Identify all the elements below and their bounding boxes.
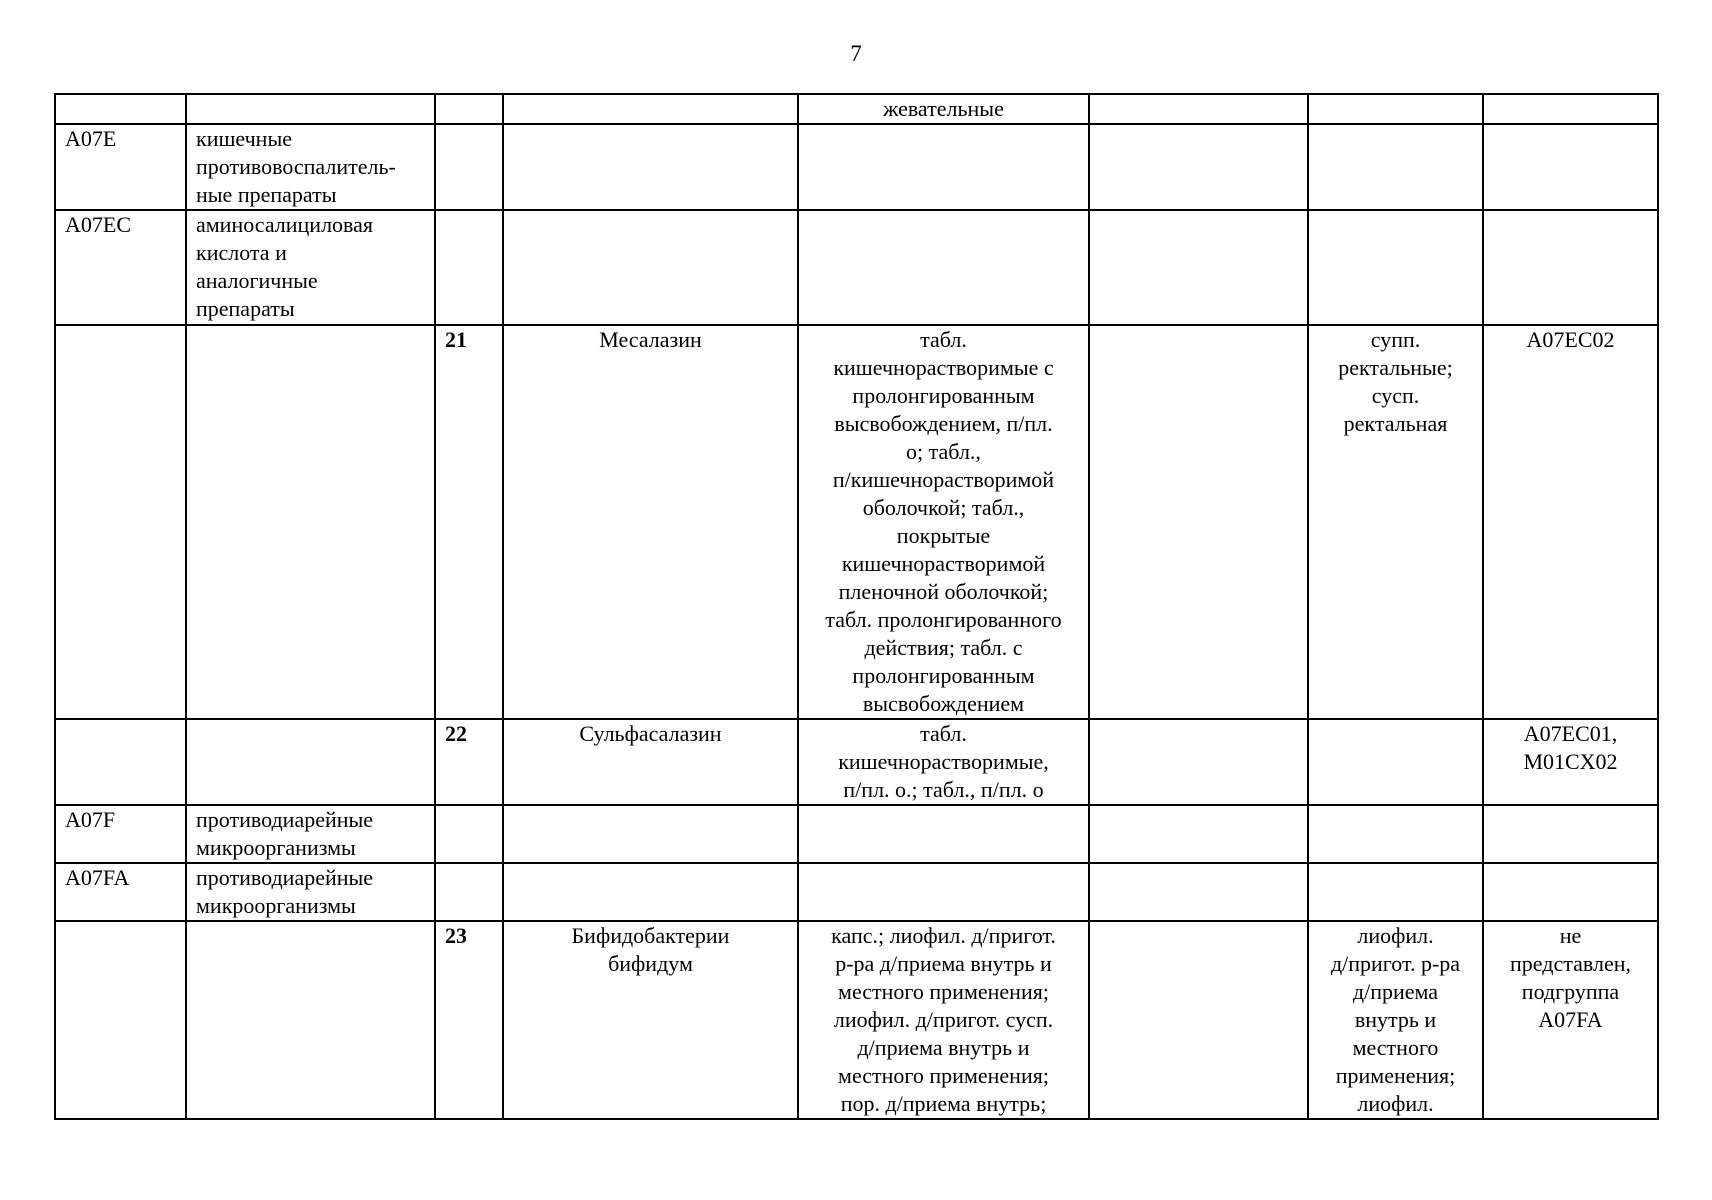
cell-drug-name — [503, 921, 798, 1119]
cell-text-line: д/приема внутрь и — [857, 1035, 1030, 1060]
cell-text-line: аналогичные — [196, 268, 318, 293]
table-row — [55, 863, 1658, 921]
cell-extra — [1089, 210, 1308, 325]
table-row — [55, 921, 1658, 1119]
cell-text-line: бифидум — [608, 951, 693, 976]
cell-drug-name — [503, 210, 798, 325]
cell-atc-code — [1483, 805, 1658, 863]
cell-row-number: 23 — [435, 921, 503, 1119]
cell-extra — [1089, 94, 1308, 124]
cell-extra — [1089, 719, 1308, 805]
table-row — [55, 124, 1658, 210]
cell-text-line: р-ра д/приема внутрь и — [835, 951, 1052, 976]
cell-text-line: ные препараты — [196, 182, 337, 207]
cell-atc-group-code: A07FA — [55, 863, 186, 921]
cell-atc-group-code — [55, 719, 186, 805]
cell-group-name — [186, 210, 435, 325]
cell-group-name — [186, 94, 435, 124]
cell-text-line: кислота и — [196, 240, 287, 265]
cell-text-line: табл. — [920, 721, 967, 746]
cell-row-number: 22 — [435, 719, 503, 805]
cell-atc-code — [1483, 210, 1658, 325]
cell-dosage-forms — [798, 805, 1089, 863]
cell-row-number: 21 — [435, 325, 503, 719]
cell-text-line: сусп. — [1371, 383, 1420, 408]
table-body — [55, 94, 1658, 1119]
cell-text-line: препараты — [196, 296, 295, 321]
cell-text-line: жевательные — [883, 96, 1004, 121]
cell-atc-code — [1483, 863, 1658, 921]
cell-group-name — [186, 805, 435, 863]
cell-drug-name — [503, 719, 798, 805]
cell-text-line: микроорганизмы — [196, 893, 356, 918]
table-row — [55, 805, 1658, 863]
cell-text-line: лиофил. д/пригот. сусп. — [833, 1007, 1054, 1032]
cell-drug-name — [503, 124, 798, 210]
cell-text-line: кишечнорастворимые, — [838, 749, 1049, 774]
cell-text-line: действия; табл. с — [864, 635, 1023, 660]
cell-text-line: противодиарейные — [196, 807, 374, 832]
cell-text-line: кишечнорастворимой — [841, 551, 1046, 576]
cell-text-line: Сульфасалазин — [579, 721, 722, 746]
cell-text-line: п/пл. о.; табл., п/пл. о — [843, 777, 1044, 802]
cell-text-line: пленочной оболочкой; — [838, 579, 1049, 604]
cell-extra — [1089, 124, 1308, 210]
cell-atc-group-code: A07E — [55, 124, 186, 210]
cell-text-line: кишечные — [196, 126, 293, 151]
cell-text-line: ректальные; — [1338, 355, 1453, 380]
cell-dosage-forms — [798, 325, 1089, 719]
cell-extra — [1089, 325, 1308, 719]
cell-row-number — [435, 805, 503, 863]
table-row — [55, 94, 1658, 124]
cell-text-line: супп. — [1370, 327, 1421, 352]
cell-text-line: Бифидобактерии — [571, 923, 730, 948]
cell-text-line: A07EC02 — [1526, 327, 1615, 352]
cell-group-name — [186, 719, 435, 805]
cell-text-line: кишечнорастворимые с — [833, 355, 1054, 380]
cell-group-name — [186, 921, 435, 1119]
cell-other-forms — [1308, 863, 1483, 921]
cell-text-line: д/пригот. р-ра — [1330, 951, 1461, 976]
cell-text-line: табл. — [920, 327, 967, 352]
cell-other-forms — [1308, 124, 1483, 210]
table-row — [55, 325, 1658, 719]
cell-extra — [1089, 805, 1308, 863]
cell-dosage-forms — [798, 94, 1089, 124]
cell-atc-group-code: A07EC — [55, 210, 186, 325]
cell-drug-name — [503, 863, 798, 921]
cell-drug-name — [503, 325, 798, 719]
cell-atc-group-code: A07F — [55, 805, 186, 863]
cell-text-line: микроорганизмы — [196, 835, 356, 860]
cell-text-line: капс.; лиофил. д/пригот. — [831, 923, 1056, 948]
cell-text-line: местного применения; — [838, 1063, 1049, 1088]
cell-row-number — [435, 94, 503, 124]
cell-text-line: лиофил. — [1357, 1091, 1434, 1116]
cell-text-line: ректальная — [1343, 411, 1448, 436]
cell-other-forms — [1308, 805, 1483, 863]
cell-atc-group-code — [55, 921, 186, 1119]
cell-text-line: M01CX02 — [1523, 749, 1618, 774]
cell-text-line: лиофил. — [1357, 923, 1434, 948]
cell-atc-code — [1483, 124, 1658, 210]
cell-other-forms — [1308, 325, 1483, 719]
cell-drug-name — [503, 94, 798, 124]
cell-group-name — [186, 124, 435, 210]
cell-text-line: применения; — [1335, 1063, 1456, 1088]
cell-text-line: о; табл., — [906, 439, 981, 464]
cell-text-line: A07EC01, — [1523, 721, 1618, 746]
cell-row-number — [435, 124, 503, 210]
cell-drug-name — [503, 805, 798, 863]
cell-text-line: п/кишечнорастворимой — [832, 467, 1055, 492]
cell-text-line: A07FA — [1538, 1007, 1603, 1032]
cell-row-number — [435, 863, 503, 921]
cell-text-line: табл. пролонгированного — [825, 607, 1062, 632]
cell-atc-code — [1483, 719, 1658, 805]
cell-other-forms — [1308, 94, 1483, 124]
cell-atc-code — [1483, 94, 1658, 124]
cell-dosage-forms — [798, 863, 1089, 921]
cell-dosage-forms — [798, 210, 1089, 325]
cell-text-line: пролонгированным — [852, 383, 1035, 408]
cell-text-line: д/приема — [1352, 979, 1439, 1004]
cell-extra — [1089, 921, 1308, 1119]
cell-text-line: пролонгированным — [852, 663, 1035, 688]
cell-atc-code — [1483, 921, 1658, 1119]
cell-text-line: противодиарейные — [196, 865, 374, 890]
cell-text-line: местного применения; — [838, 979, 1049, 1004]
cell-atc-code — [1483, 325, 1658, 719]
cell-text-line: противовоспалитель- — [196, 154, 396, 179]
cell-dosage-forms — [798, 921, 1089, 1119]
cell-group-name — [186, 863, 435, 921]
cell-atc-group-code — [55, 94, 186, 124]
cell-group-name — [186, 325, 435, 719]
drug-table — [54, 93, 1659, 1120]
cell-text-line: не — [1559, 923, 1582, 948]
cell-text-line: аминосалициловая — [196, 212, 374, 237]
cell-other-forms — [1308, 921, 1483, 1119]
table-row — [55, 719, 1658, 805]
cell-text-line: внутрь и — [1354, 1007, 1437, 1032]
cell-text-line: представлен, — [1510, 951, 1631, 976]
table-row — [55, 210, 1658, 325]
cell-text-line: высвобождением, п/пл. — [834, 411, 1053, 436]
cell-atc-group-code — [55, 325, 186, 719]
cell-extra — [1089, 863, 1308, 921]
page-number: 7 — [850, 41, 862, 66]
cell-text-line: подгруппа — [1521, 979, 1620, 1004]
cell-text-line: оболочкой; табл., — [862, 495, 1025, 520]
cell-text-line: Месалазин — [599, 327, 702, 352]
cell-dosage-forms — [798, 124, 1089, 210]
cell-text-line: высвобождением — [862, 691, 1025, 716]
cell-row-number — [435, 210, 503, 325]
cell-other-forms — [1308, 719, 1483, 805]
cell-dosage-forms — [798, 719, 1089, 805]
cell-text-line: местного — [1352, 1035, 1439, 1060]
cell-text-line: пор. д/приема внутрь; — [840, 1091, 1047, 1116]
cell-other-forms — [1308, 210, 1483, 325]
cell-text-line: покрытые — [896, 523, 991, 548]
